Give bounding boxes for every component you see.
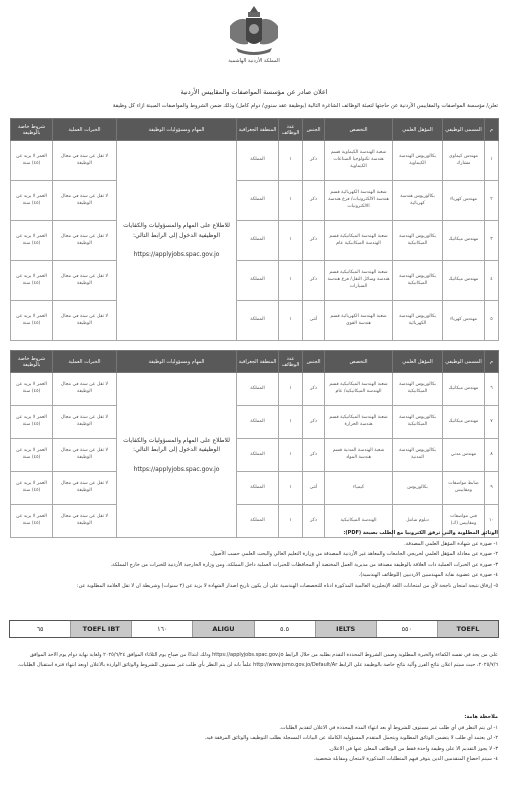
special-condition-cell: العمر لا يزيد عن (٤٥) سنة <box>11 301 53 341</box>
apply-link[interactable]: https://applyjobs.spac.gov.jo <box>133 465 220 473</box>
special-condition-cell: العمر لا يزيد عن (٤٥) سنة <box>11 181 53 221</box>
col-header-experience: الخبرات العملية <box>53 119 117 141</box>
vacancy-count-cell: ١ <box>279 505 303 538</box>
table-row <box>11 406 499 439</box>
special-condition-cell: العمر لا يزيد عن (٤٥) سنة <box>11 505 53 538</box>
score-label: ALIGU <box>192 621 253 637</box>
row-number-cell: ٤ <box>485 261 499 301</box>
experience-cell: لا تقل عن سنة في مجال الوظيفة <box>53 373 117 406</box>
experience-cell: لا تقل عن سنة في مجال الوظيفة <box>53 261 117 301</box>
region-cell: المملكة <box>237 261 279 301</box>
col-header-gender: الجنس <box>303 351 325 373</box>
col-header-no: م <box>485 351 499 373</box>
region-cell: المملكة <box>237 373 279 406</box>
specialization-cell: الهندسة الميكانيكية <box>325 505 393 538</box>
document-item: ٣- صورة عن الخبرات العملية ذات العلاقة بالوظيفة مصدقة من مديرية العمل المختصة أو المحافظات للخبرات العملية داخل المملكة، ومن وزارة الخارجية الأردنية للخبرات من خارج المملكة. <box>110 561 498 568</box>
job-title-cell: مهندس ميكانيك <box>443 221 485 261</box>
score-label: IELTS <box>315 621 376 637</box>
note-item: ٤- سيتم اخضاع المتقدمين الذين يتوفر فيهم المتطلبات المذكورة لامتحان ومقابلة شخصية. <box>313 756 498 762</box>
region-cell: المملكة <box>237 505 279 538</box>
row-number-cell: ٩ <box>485 472 499 505</box>
qualification-cell: بكالوريوس الهندسة المدنية <box>393 439 443 472</box>
specialization-cell: شعبة الهندسة الميكانيكية قسم هندسة وسائل النقل/ فرع هندسة السيارات <box>325 261 393 301</box>
experience-cell: لا تقل عن سنة في مجال الوظيفة <box>53 439 117 472</box>
score-label: TOEFL <box>437 621 498 637</box>
table-header-row <box>11 351 499 373</box>
duties-link-cell <box>117 373 237 538</box>
region-cell: المملكة <box>237 221 279 261</box>
gender-cell: ذكر <box>303 505 325 538</box>
job-title-cell: مهندس ميكانيك <box>443 373 485 406</box>
row-number-cell: ٧ <box>485 406 499 439</box>
qualification-cell: بكالوريوس الهندسة الكهربائية <box>393 301 443 341</box>
experience-cell: لا تقل عن سنة في مجال الوظيفة <box>53 472 117 505</box>
col-header-region: المنطقة الجغرافية <box>237 351 279 373</box>
qualification-cell: بكالوريوس الهندسة الميكانيكية <box>393 261 443 301</box>
score-value: ١٦٠ <box>131 621 192 637</box>
vacancy-count-cell: ١ <box>279 181 303 221</box>
job-title-cell: مهندس كهرباء <box>443 301 485 341</box>
qualification-cell: بكالوريوس الهندسة الميكانيكية <box>393 221 443 261</box>
table-row <box>11 261 499 301</box>
specialization-cell: شعبة الهندسة الميكانيكية قسم الهندسة الميكانيكية عام <box>325 221 393 261</box>
row-number-cell: ٦ <box>485 373 499 406</box>
jobs-table-2 <box>10 350 499 538</box>
row-number-cell: ٨ <box>485 439 499 472</box>
col-header-gender: الجنس <box>303 119 325 141</box>
coat-of-arms-emblem <box>224 4 284 58</box>
job-title-cell: مهندس ميكانيك <box>443 406 485 439</box>
col-header-specialization: التخصص <box>325 119 393 141</box>
region-cell: المملكة <box>237 406 279 439</box>
job-title-cell: مهندس كهرباء <box>443 181 485 221</box>
col-header-specialization: التخصص <box>325 351 393 373</box>
vacancy-count-cell: ١ <box>279 439 303 472</box>
document-item: ٤- صورة عن عضوية نقابة المهندسين الاردنيين (للوظائف الهندسية). <box>358 572 498 578</box>
col-header-title: المسمى الوظيفي <box>443 119 485 141</box>
vacancy-count-cell: ١ <box>279 301 303 341</box>
specialization-cell: شعبة الهندسة الكيماوية قسم هندسة تكنولوجيا الصناعات الكيماوية <box>325 141 393 181</box>
table-row <box>11 373 499 406</box>
qualification-cell: بكالوريوس الهندسة الكيماوية <box>393 141 443 181</box>
gender-cell: أنثى <box>303 301 325 341</box>
apply-link[interactable]: https://applyjobs.spac.gov.jo <box>133 251 220 259</box>
region-cell: المملكة <box>237 181 279 221</box>
vacancy-count-cell: ١ <box>279 373 303 406</box>
specialization-cell: شعبة الهندسة الميكانيكية قسم هندسة الحرارة <box>325 406 393 439</box>
specialization-cell: شعبة الهندسة الميكانيكية قسم الهندسة الميكانيكية/ عام <box>325 373 393 406</box>
specialization-cell: شعبة الهندسة المدنية قسم هندسة المواد <box>325 439 393 472</box>
jobs-table-1 <box>10 118 499 341</box>
qualification-cell: بكالوريوس هندسة كهربائية <box>393 181 443 221</box>
note-item: ٢- لن يعتمد أي طلب لا يتضمن الوثائق المطلوبة ويتحمل المتقدم المسؤولية الكاملة عن البيانات المسجلة بطلب التوظيف والوثائق المرفقة فيه. <box>204 735 498 741</box>
table-row <box>11 439 499 472</box>
row-number-cell: ٣ <box>485 221 499 261</box>
document-item: ٥- إرفاق نتيجة امتحان ناجحة لأي من امتحانات اللغة الإنجليزية العالمية المذكورة ادناه للتخصصات الهندسية على أن يكون تاريخ اصدار الشهادة لا يزيد عن (٢ سنوات) وشريطة ان لا تقل العلامة المطلوبة عن: <box>76 582 498 589</box>
specialization-cell: شعبة الهندسة الكهربائية قسم هندسة القوى <box>325 301 393 341</box>
region-cell: المملكة <box>237 472 279 505</box>
special-condition-cell: العمر لا يزيد عن (٤٥) سنة <box>11 406 53 439</box>
score-value: ٥٥٠ <box>376 621 437 637</box>
document-item: ١- صورة عن شهادة المؤهل العلمي المصدقة. <box>404 540 498 547</box>
experience-cell: لا تقل عن سنة في مجال الوظيفة <box>53 505 117 538</box>
org-subtitle: المملكة الأردنية الهاشمية <box>228 58 280 64</box>
specialization-cell: كيمياء <box>325 472 393 505</box>
job-title-cell: فني مواصفات ومقاييس (ك) <box>443 505 485 538</box>
vacancy-count-cell: ١ <box>279 221 303 261</box>
experience-cell: لا تقل عن سنة في مجال الوظيفة <box>53 181 117 221</box>
row-number-cell: ١٠ <box>485 505 499 538</box>
gender-cell: ذكر <box>303 261 325 301</box>
experience-cell: لا تقل عن سنة في مجال الوظيفة <box>53 406 117 439</box>
documents-heading: الوثائق المطلوبة والتي ترفق الكترونيا مع الطلب بصيغة (PDF): <box>343 530 498 536</box>
score-value: ٦٥ <box>36 625 44 633</box>
duties-link-cell <box>117 141 237 341</box>
qualification-cell: بكالوريوس الهندسة الميكانيكية <box>393 373 443 406</box>
table-row <box>11 141 499 181</box>
note-item: ١- لن يتم النظر في أي طلب غير مستوف للشروط أو بعد انتهاء المدة المحددة في الاعلان لتقديم الطلبات. <box>279 724 498 731</box>
vacancy-count-cell: ١ <box>279 261 303 301</box>
job-title-cell: مهندس ميكانيك <box>443 261 485 301</box>
document-item: ٢- صورة عن معادلة المؤهل العلمي لخريجي الجامعات والمعاهد غير الأردنية المصدقة من وزارة التعليم العالي والبحث العلمي حسب الأصول. <box>209 551 498 557</box>
score-value: ٥.٥ <box>254 621 315 637</box>
special-condition-cell: العمر لا يزيد عن (٤٥) سنة <box>11 373 53 406</box>
region-cell: المملكة <box>237 439 279 472</box>
experience-cell: لا تقل عن سنة في مجال الوظيفة <box>53 301 117 341</box>
col-header-region: المنطقة الجغرافية <box>237 119 279 141</box>
english-scores-table <box>9 620 499 638</box>
announcement-title: اعلان صادر عن مؤسسة المواصفات والمقاييس الأردنية <box>180 88 328 96</box>
important-notes <box>10 712 498 765</box>
special-condition-cell: العمر لا يزيد عن (٤٥) سنة <box>11 472 53 505</box>
special-condition-cell: العمر لا يزيد عن (٤٥) سنة <box>11 221 53 261</box>
special-condition-cell: العمر لا يزيد عن (٤٥) سنة <box>11 261 53 301</box>
special-condition-cell: العمر لا يزيد عن (٤٥) سنة <box>11 439 53 472</box>
col-header-qualification: المؤهل العلمي <box>393 351 443 373</box>
qualification-cell: دبلوم شامل <box>393 505 443 538</box>
vacancy-count-cell: ١ <box>279 472 303 505</box>
table-header-row <box>11 119 499 141</box>
vacancy-count-cell: ١ <box>279 141 303 181</box>
col-header-special-conditions: شروط خاصة بالوظيفة <box>11 351 53 373</box>
duties-text: للاطلاع على المهام والمسؤوليات والكفايات الوظيفية الدخول إلى الرابط التالي: <box>123 222 230 239</box>
qualification-cell: بكالوريوس الهندسة الميكانيكية <box>393 406 443 439</box>
col-header-title: المسمى الوظيفي <box>443 351 485 373</box>
gender-cell: أنثى <box>303 472 325 505</box>
col-header-count: عدد الوظائف <box>279 351 303 373</box>
vacancy-count-cell: ١ <box>279 406 303 439</box>
row-number-cell: ٥ <box>485 301 499 341</box>
col-header-duties: المهام ومسؤوليات الوظيفة <box>117 351 237 373</box>
col-header-qualification: المؤهل العلمي <box>393 119 443 141</box>
job-title-cell: مهندس كيماوي مشارك <box>443 141 485 181</box>
region-cell: المملكة <box>237 301 279 341</box>
special-condition-cell: العمر لا يزيد عن (٤٥) سنة <box>11 141 53 181</box>
region-cell: المملكة <box>237 141 279 181</box>
qualification-cell: بكالوريوس <box>393 472 443 505</box>
table-row <box>11 472 499 505</box>
application-instructions: على من يجد في نفسه الكفاءة والخبرة المطلوبة وضمن الشروط المحددة التقدم بطلبه من خلال الرابط https://applyjobs.spac.gov.jo وذلك ابتداءً من صباح يوم الثلاثاء الموافق ٢٠٢٥/٦/٢٤ ولغاية نهاية دوام يوم الاحد الموافق ٢٠٢٥/٧/٦، حيث سيتم اعلان نتائج الفرز وآلية نتائج خاصة بالوظيفة على الرابط http://www.jsmo.gov.jo/Default/Ar علماً بانه لن يتم النظر بأي طلب غير مستوف للشروط والوثائق الواردة بالاعلان اوبعد انتهاء فترة استقبال الطلبات. <box>17 652 498 668</box>
job-title-cell: ضابط مواصفات ومقاييس <box>443 472 485 505</box>
gender-cell: ذكر <box>303 141 325 181</box>
row-number-cell: ٢ <box>485 181 499 221</box>
job-title-cell: مهندس مدني <box>443 439 485 472</box>
experience-cell: لا تقل عن سنة في مجال الوظيفة <box>53 221 117 261</box>
col-header-no: م <box>485 119 499 141</box>
table-row <box>11 221 499 261</box>
gender-cell: ذكر <box>303 221 325 261</box>
gender-cell: ذكر <box>303 406 325 439</box>
gender-cell: ذكر <box>303 373 325 406</box>
experience-cell: لا تقل عن سنة في مجال الوظيفة <box>53 141 117 181</box>
specialization-cell: شعبة الهندسة الكهربائية قسم هندسة الالكترونيات/ فرع هندسة الالكترونيات <box>325 181 393 221</box>
notes-heading: ملاحظة هامة: <box>464 714 498 720</box>
duties-text: للاطلاع على المهام والمسؤوليات والكفايات الوظيفية الدخول إلى الرابط التالي: <box>123 436 230 454</box>
score-label: TOEFL IBT <box>70 621 131 637</box>
col-header-experience: الخبرات العملية <box>53 351 117 373</box>
table-row <box>11 181 499 221</box>
row-number-cell: ١ <box>485 141 499 181</box>
col-header-duties: المهام ومسؤوليات الوظيفة <box>117 119 237 141</box>
col-header-count: عدد الوظائف <box>279 119 303 141</box>
gender-cell: ذكر <box>303 181 325 221</box>
required-documents <box>10 528 498 591</box>
table-row <box>11 301 499 341</box>
gender-cell: ذكر <box>303 439 325 472</box>
col-header-special-conditions: شروط خاصة بالوظيفة <box>11 119 53 141</box>
note-item: ٣- لا يجوز التقديم الا على وظيفة واحدة فقط من الوظائف المعلن عنها في الاعلان. <box>328 745 498 752</box>
announcement-intro: تعلن/ مؤسسة المواصفات والمقاييس الأردنية عن حاجتها لتعبئة الوظائف الشاغرة التالية (بوظيفة عقد سنوي/ دوام كامل) وذلك ضمن الشروط والمواصفات المبينة ازاء كل وظيفة <box>112 103 498 109</box>
